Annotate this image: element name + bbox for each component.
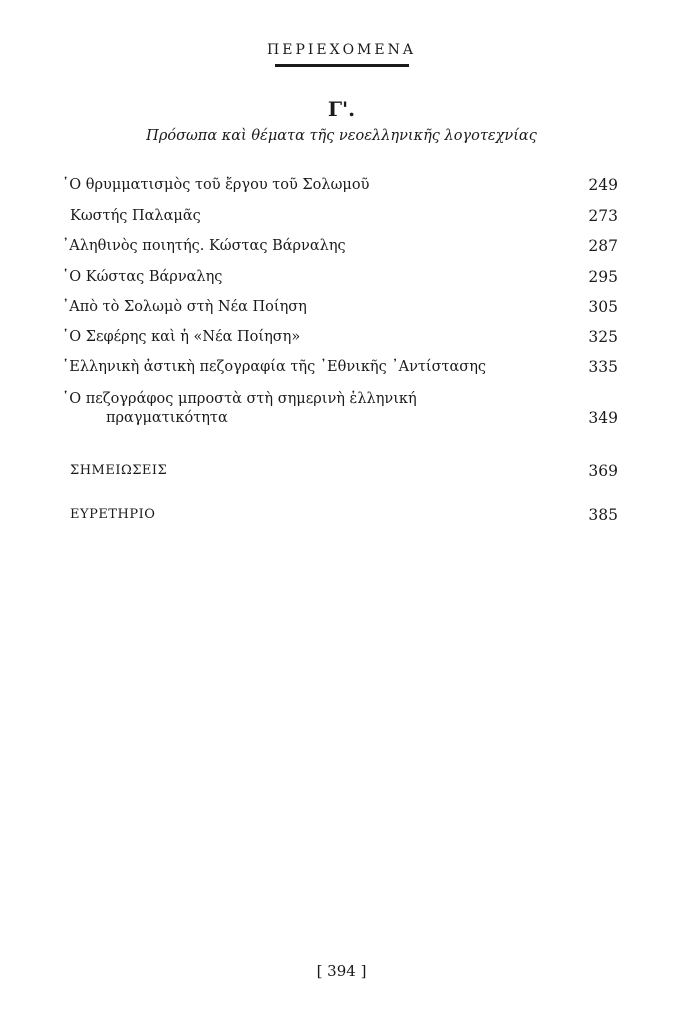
toc-entry-title: Κωστής Παλαμᾶς [70, 208, 201, 224]
toc-entry-title: ῾Ο Κώστας Βάρναλης [62, 269, 223, 285]
page-number: [ 394 ] [316, 962, 367, 980]
section-subtitle: Πρόσωπα καὶ θέματα τῆς νεοελληνικῆς λογοτεχνίας [146, 128, 537, 144]
toc-entry-page: 305 [588, 298, 618, 316]
header-rule [275, 64, 409, 67]
toc-entry-title: ΕΥΡΕΤΗΡΙΟ [70, 507, 156, 522]
toc-entry-page: 249 [588, 176, 618, 194]
toc-entry-page: 385 [588, 506, 618, 524]
toc-entry-title: ῾Ο Σεφέρης καὶ ἡ «Νέα Ποίηση» [62, 329, 301, 345]
toc-entry-page: 369 [588, 462, 618, 480]
toc-entry-page: 335 [588, 358, 618, 376]
toc-entry-page: 295 [588, 268, 618, 286]
toc-entry-title-continuation: πραγματικότητα [106, 410, 228, 426]
toc-entry-title: ᾿Απὸ τὸ Σολωμὸ στὴ Νέα Ποίηση [62, 299, 307, 315]
toc-entry-page: 273 [588, 207, 618, 225]
toc-entry-title: ῾Ελληνικὴ ἀστικὴ πεζογραφία τῆς ᾿Εθνικῆς ᾿Αντίστασης [62, 359, 487, 375]
toc-entry-page: 325 [588, 328, 618, 346]
toc-entry-page: 287 [588, 237, 618, 255]
toc-entry-title: ΣΗΜΕΙΩΣΕΙΣ [70, 463, 168, 478]
toc-entry-page: 349 [588, 409, 618, 427]
toc-entry-title: ῾Ο θρυμματισμὸς τοῦ ἔργου τοῦ Σολωμοῦ [62, 177, 370, 193]
toc-entry-title: ᾿Αληθινὸς ποιητής. Κώστας Βάρναλης [62, 238, 346, 254]
toc-entry-title: ῾Ο πεζογράφος μπροστὰ στὴ σημερινὴ ἑλληνική [62, 391, 417, 407]
running-head: ΠΕΡΙΕΧΟΜΕΝΑ [267, 42, 416, 58]
section-letter: Γ'. [327, 97, 356, 121]
